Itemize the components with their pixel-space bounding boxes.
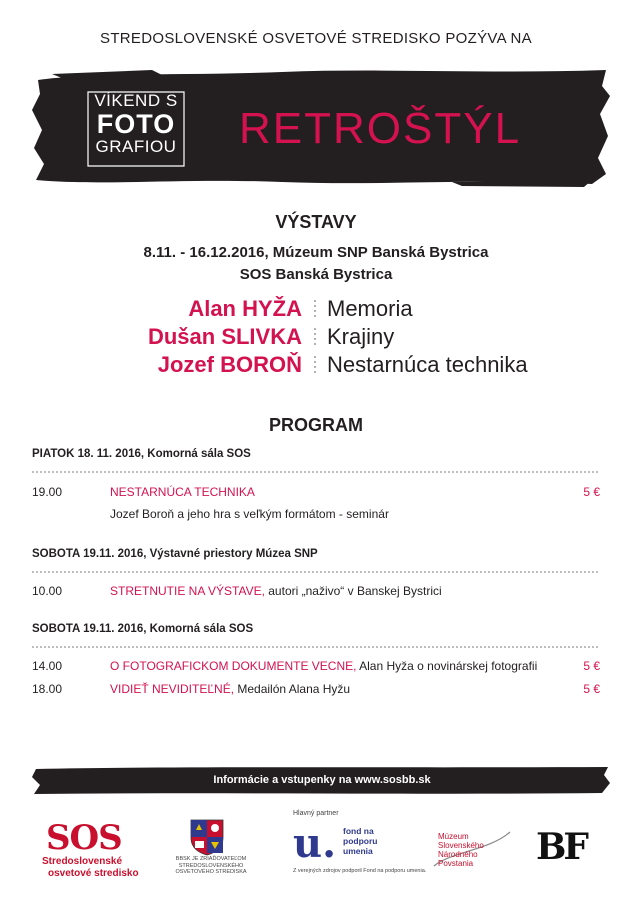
artist-row bbox=[0, 352, 632, 380]
event-name: O FOTOGRAFICKOM DOKUMENTE VECNE, bbox=[110, 659, 357, 673]
program-heading: PROGRAM bbox=[269, 415, 363, 435]
event-description: Jozef Boroň a jeho hra s veľkým formátom - seminár bbox=[110, 507, 389, 521]
artist-work: Krajiny bbox=[327, 324, 395, 349]
sos-logo-line-1: Stredoslovenské bbox=[42, 856, 123, 867]
fpu-support-note: Z verejných zdrojov podporil Fond na podporu umenia. bbox=[293, 868, 427, 874]
coat-of-arms-icon bbox=[189, 818, 225, 856]
footer-bar bbox=[32, 765, 612, 795]
museum-snp-logo bbox=[430, 826, 512, 876]
exhibitions-place: SOS Banská Bystrica bbox=[239, 266, 393, 283]
event-name: VIDIEŤ NEVIDITEĽNÉ, bbox=[110, 682, 235, 696]
artist-work: Nestarnúca technika bbox=[327, 352, 528, 377]
event-time: 14.00 bbox=[32, 659, 63, 673]
info-link[interactable]: Informácie a vstupenky na www.sosbb.sk bbox=[213, 774, 431, 786]
dotted-divider bbox=[32, 571, 598, 573]
vikend-logo bbox=[90, 92, 182, 156]
fpu-name: fond na podporu umenia bbox=[343, 826, 378, 856]
event-time: 19.00 bbox=[32, 485, 63, 499]
event-title-line bbox=[110, 682, 350, 696]
separator-dots bbox=[312, 328, 318, 348]
event-title-line bbox=[110, 659, 537, 673]
artist-name: Alan HYŽA bbox=[188, 296, 302, 321]
main-partner-label: Hlavný partner bbox=[293, 810, 339, 817]
sos-logo-line-2: osvetové stredisko bbox=[48, 868, 139, 879]
separator-dots bbox=[312, 300, 318, 320]
event-price: 5 € bbox=[583, 682, 600, 696]
invite-line: STREDOSLOVENSKÉ OSVETOVÉ STREDISKO POZÝVA NA bbox=[100, 30, 532, 47]
bf-logo: BF bbox=[536, 826, 586, 868]
artist-name: Jozef BOROŇ bbox=[157, 352, 302, 377]
event-title-line bbox=[110, 584, 442, 598]
dotted-divider bbox=[32, 646, 598, 648]
logo-line-2: FOTO bbox=[96, 109, 176, 139]
sos-logo-mark: SOS bbox=[46, 818, 122, 858]
logo-line-1: VÍKEND S bbox=[94, 91, 178, 110]
exhibitions-heading: VÝSTAVY bbox=[275, 212, 357, 232]
event-detail: Medailón Alana Hyžu bbox=[234, 682, 351, 696]
event-title: RETROŠTÝL bbox=[239, 104, 522, 153]
artist-row bbox=[0, 324, 632, 352]
logo-line-3: GRAFIOU bbox=[95, 137, 177, 156]
bbsk-logo bbox=[168, 818, 254, 878]
event-name: STRETNUTIE NA VÝSTAVE, bbox=[110, 584, 265, 598]
event-price: 5 € bbox=[583, 485, 600, 499]
event-detail: Alan Hyža o novinárskej fotografii bbox=[356, 659, 538, 673]
separator-dots bbox=[312, 356, 318, 376]
dotted-divider bbox=[32, 471, 598, 473]
bbsk-caption: BBSK JE ZRIAĎOVATEĽOM STREDOSLOVENSKÉHO OSVETOVÉHO STREDISKA bbox=[175, 856, 247, 875]
event-title-line bbox=[110, 485, 255, 499]
day-heading: PIATOK 18. 11. 2016, Komorná sála SOS bbox=[32, 448, 251, 460]
fpu-logo-mark: u. bbox=[293, 820, 337, 867]
event-name: NESTARNÚCA TECHNIKA bbox=[110, 485, 255, 499]
fpu-logo bbox=[293, 822, 433, 874]
event-time: 10.00 bbox=[32, 584, 63, 598]
event-time: 18.00 bbox=[32, 682, 63, 696]
artist-row bbox=[0, 296, 632, 324]
event-detail: autori „naživo“ v Banskej Bystrici bbox=[264, 584, 442, 598]
exhibitions-dates: 8.11. - 16.12.2016, Múzeum SNP Banská Bystrica bbox=[143, 244, 489, 261]
artist-name: Dušan SLIVKA bbox=[147, 324, 302, 349]
artist-work: Memoria bbox=[327, 296, 413, 321]
day-heading: SOBOTA 19.11. 2016, Komorná sála SOS bbox=[32, 623, 254, 635]
event-price: 5 € bbox=[583, 659, 600, 673]
museum-name: Múzeum Slovenského Národného Povstania bbox=[438, 832, 484, 868]
title-banner bbox=[32, 66, 612, 188]
day-heading: SOBOTA 19.11. 2016, Výstavné priestory Múzea SNP bbox=[32, 548, 318, 560]
sos-logo bbox=[42, 818, 139, 880]
